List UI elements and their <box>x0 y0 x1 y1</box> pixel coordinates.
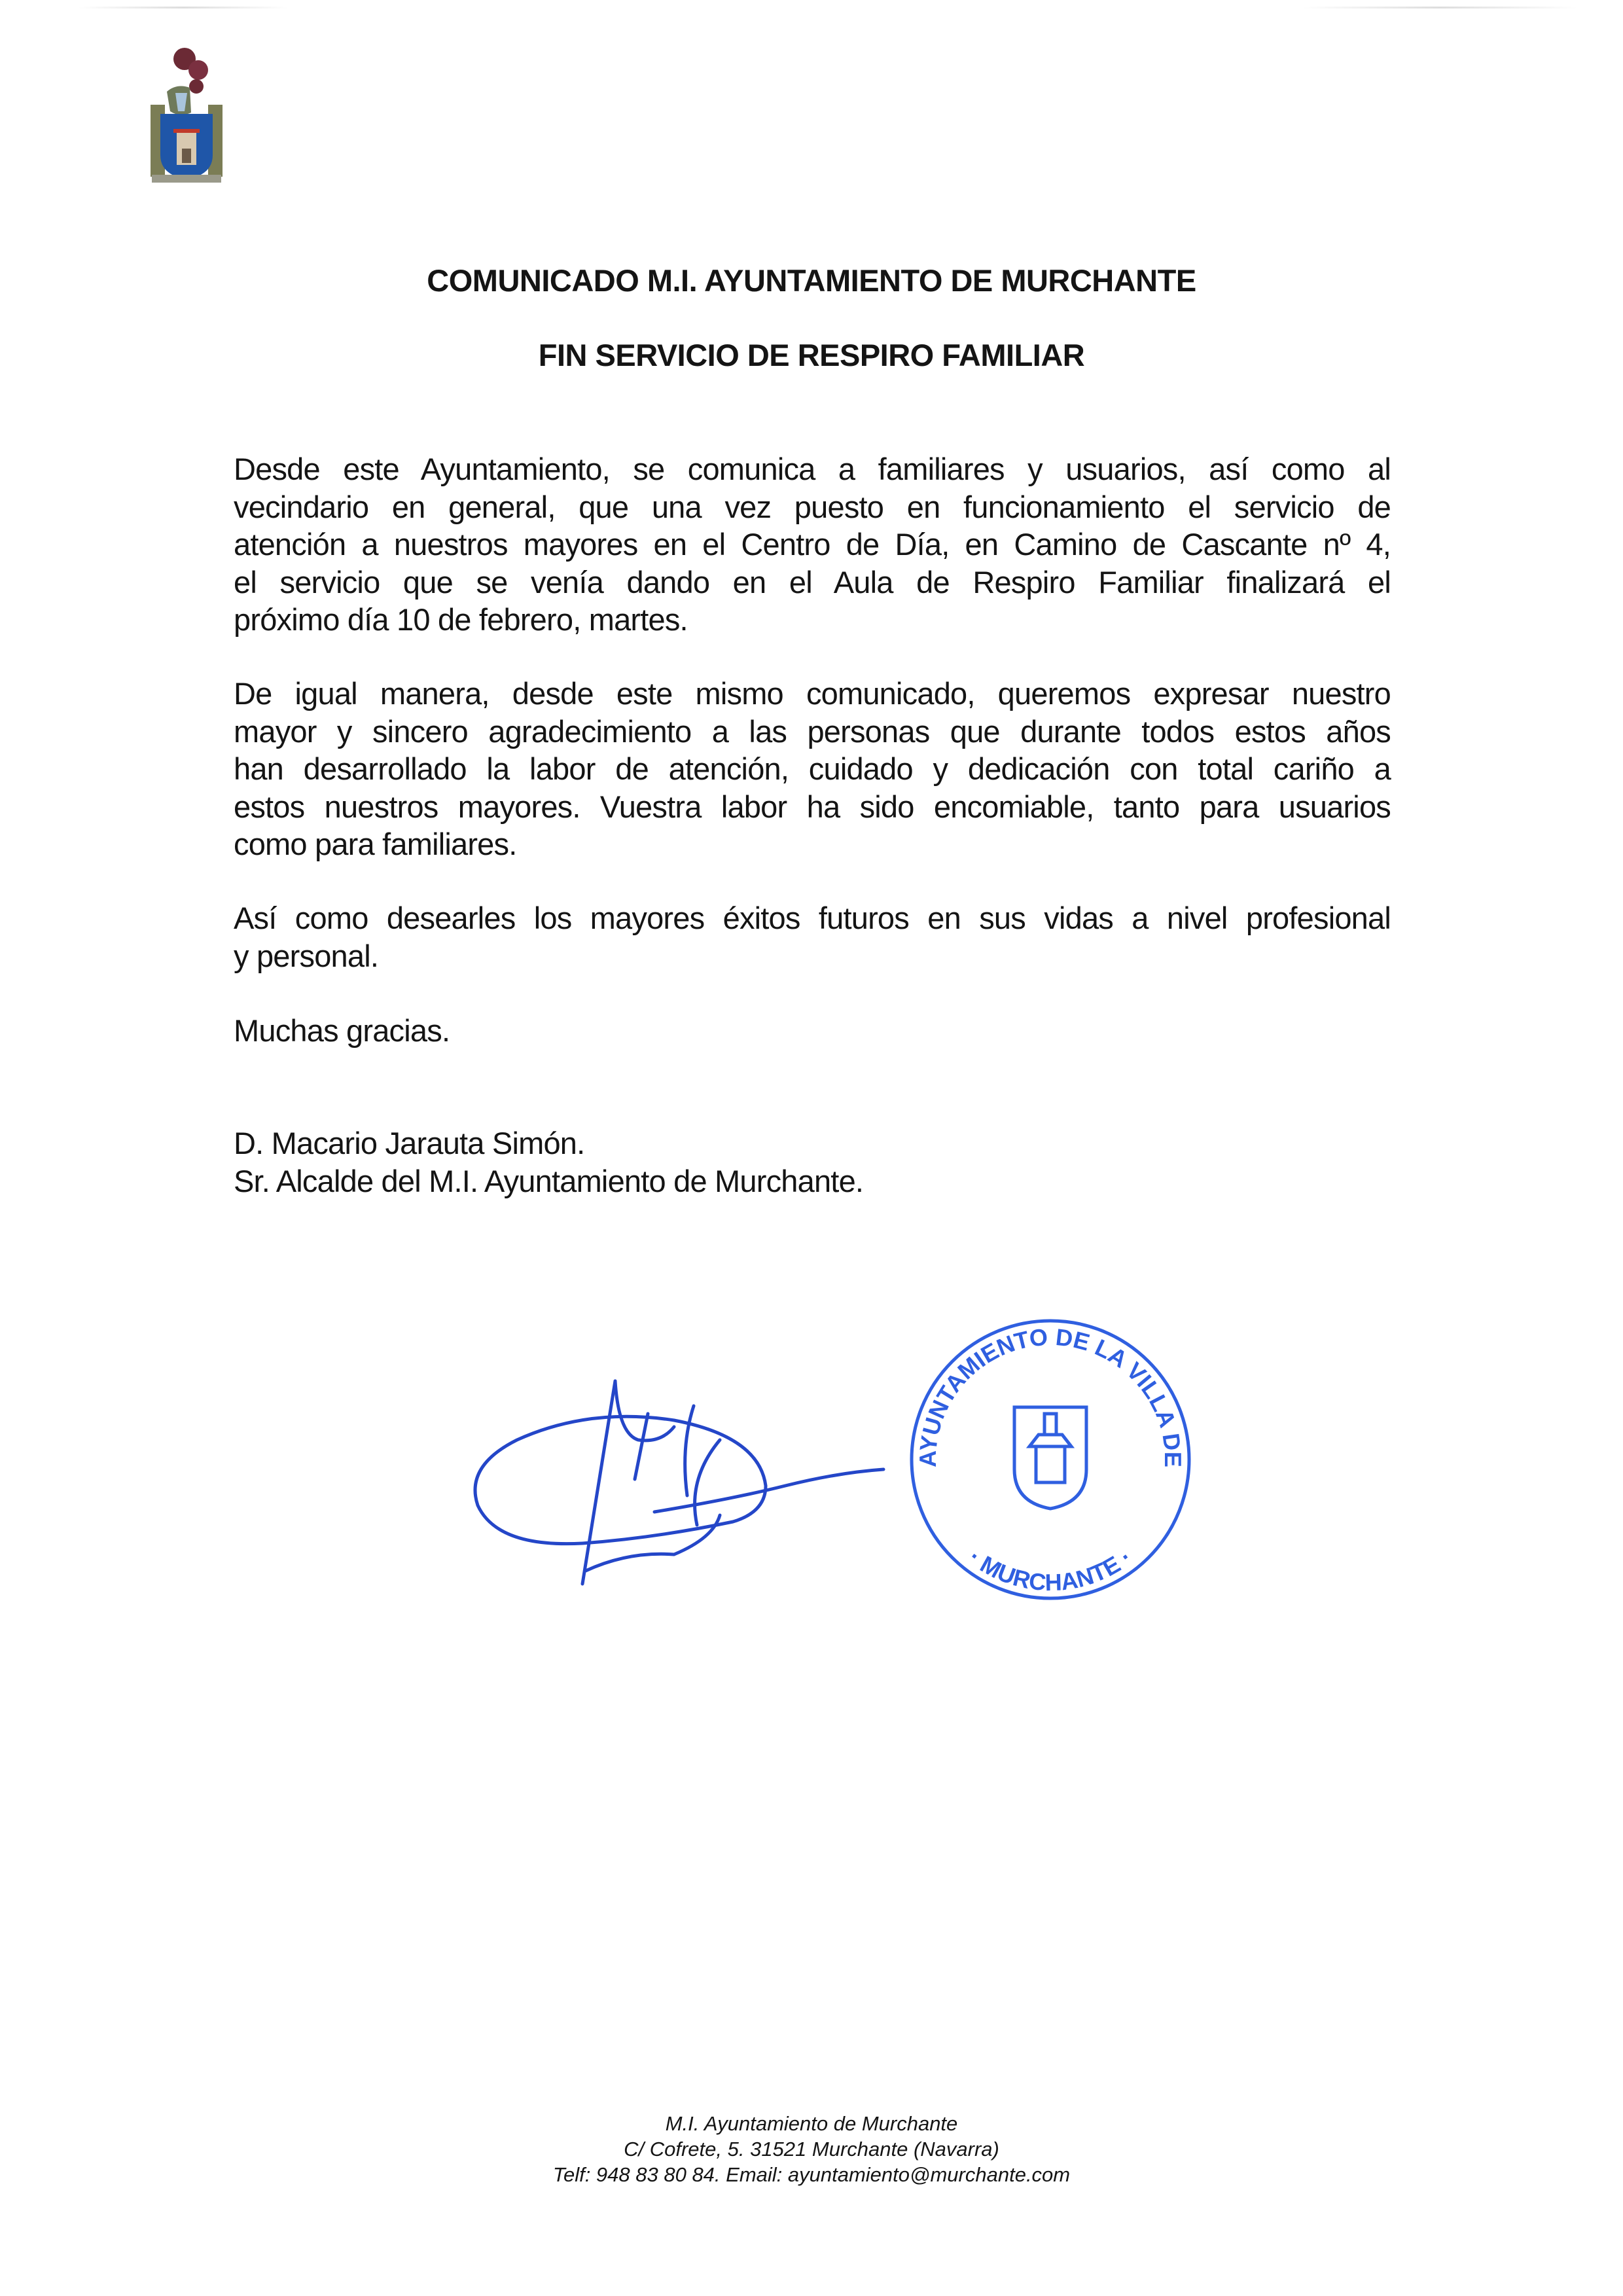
coat-of-arms-logo <box>144 41 229 188</box>
document-title: COMUNICADO M.I. AYUNTAMIENTO DE MURCHANTE <box>427 263 1196 298</box>
text-line: Muchas gracias. <box>234 1013 450 1048</box>
text-line: atención a nuestros mayores en el Centro de Día, en Camino de Cascante nº 4, <box>234 527 1391 562</box>
scan-edge <box>1302 7 1577 9</box>
signatory-position: Sr. Alcalde del M.I. Ayuntamiento de Murchante. <box>234 1163 864 1198</box>
text-line: mayor y sincero agradecimiento a las personas que durante todos estos años <box>234 713 1391 749</box>
text-line: Desde este Ayuntamiento, se comunica a familiares y usuarios, así como al <box>234 452 1391 486</box>
paragraph-2 <box>234 675 1391 863</box>
text-line: el servicio que se venía dando en el Aula de Respiro Familiar finalizará el <box>234 564 1391 600</box>
signatory-name: D. Macario Jarauta Simón. <box>234 1126 585 1160</box>
footer-address: C/ Cofrete, 5. 31521 Murchante (Navarra) <box>624 2138 999 2161</box>
footer-organization: M.I. Ayuntamiento de Murchante <box>665 2112 958 2135</box>
text-line: De igual manera, desde este mismo comunicado, queremos expresar nuestro <box>234 676 1391 711</box>
text-line: han desarrollado la labor de atención, cuidado y dedicación con total cariño a <box>234 751 1391 786</box>
paragraph-1 <box>234 450 1391 639</box>
official-stamp <box>906 1316 1194 1604</box>
stamp-top-text: AYUNTAMIENTO DE LA VILLA DE <box>914 1323 1187 1467</box>
text-line: vecindario en general, que una vez puesto en funcionamiento el servicio de <box>234 489 1391 524</box>
footer <box>0 2111 1623 2187</box>
paragraph-3 <box>234 899 1391 975</box>
stamp-bottom-text: · MURCHANTE · <box>963 1543 1137 1596</box>
handwritten-signature <box>458 1374 903 1590</box>
document-subtitle: FIN SERVICIO DE RESPIRO FAMILIAR <box>538 338 1085 372</box>
text-line: como para familiares. <box>234 827 517 861</box>
scan-edge <box>79 7 288 9</box>
svg-text:· MURCHANTE · <box>964 1543 1137 1596</box>
text-line: próximo día 10 de febrero, martes. <box>234 602 688 637</box>
signatory-block <box>234 1124 1391 1200</box>
text-line: estos nuestros mayores. Vuestra labor ha sido encomiable, tanto para usuarios <box>234 789 1391 824</box>
text-line: Así como desearles los mayores éxitos futuros en sus vidas a nivel profesional <box>234 901 1391 935</box>
text-line: y personal. <box>234 938 379 973</box>
footer-contact: Telf: 948 83 80 84. Email: ayuntamiento@murchante.com <box>552 2163 1071 2186</box>
closing <box>234 1012 1391 1050</box>
